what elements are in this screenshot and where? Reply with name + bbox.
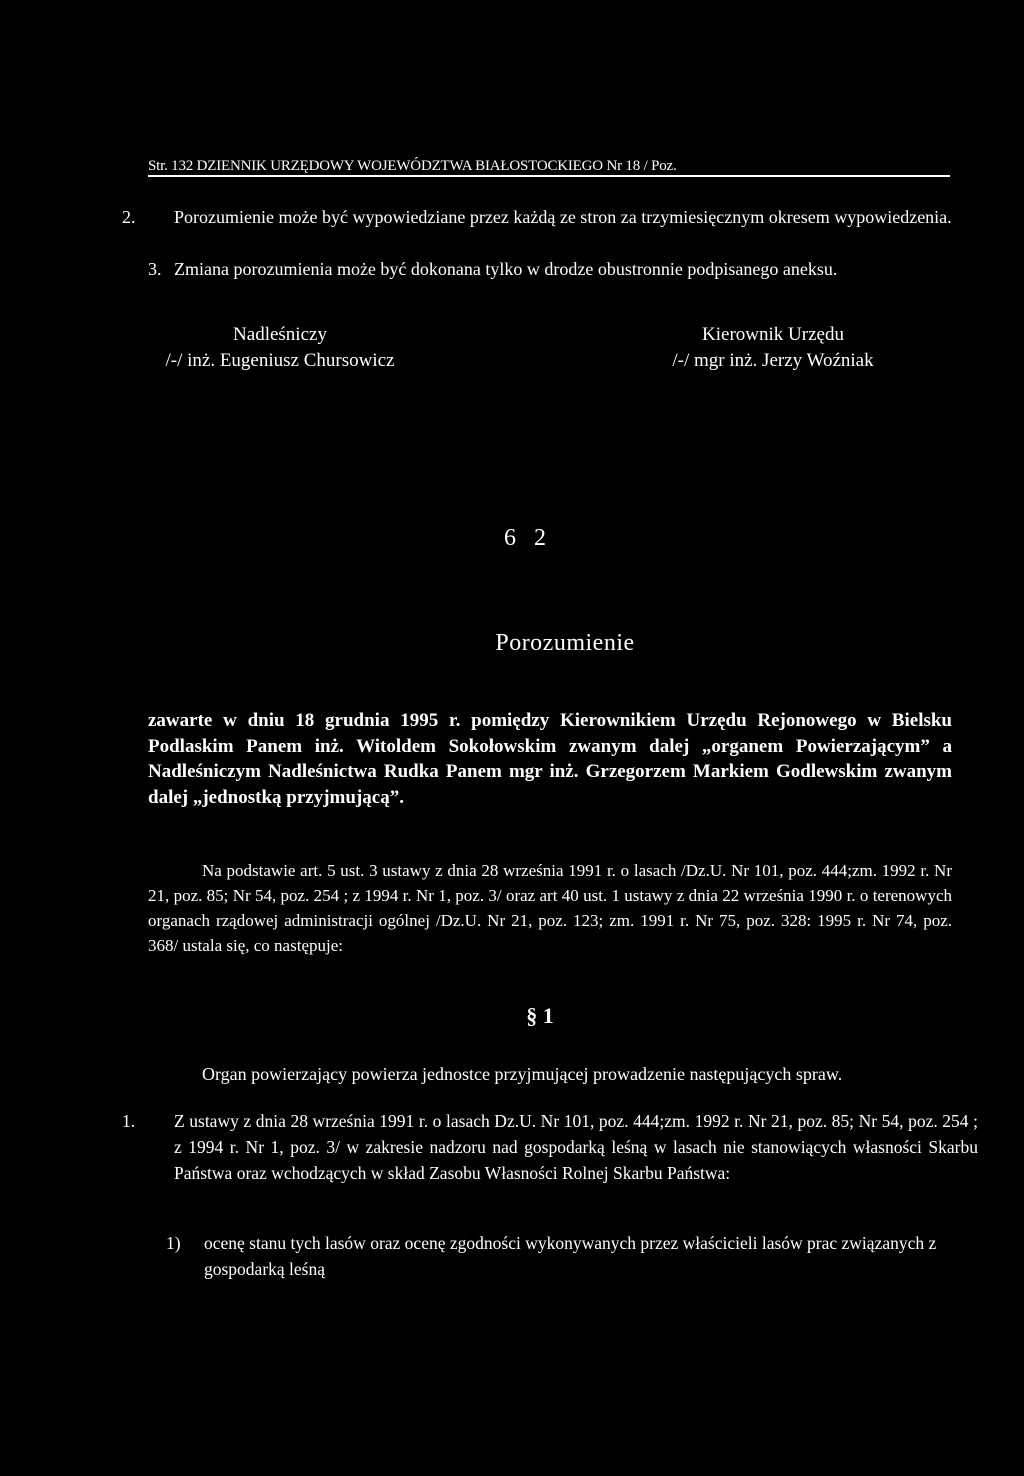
sub-item-1-number: 1) [166, 1233, 181, 1253]
document-title: Porozumienie [495, 630, 635, 656]
document-number: 6 2 [504, 525, 552, 551]
section-1-heading: § 1 [526, 1003, 554, 1028]
item-1-number: 1. [122, 1111, 136, 1131]
signature-right-title: Kierownik Urzędu [702, 324, 844, 345]
signature-right-name: /-/ mgr inż. Jerzy Woźniak [672, 350, 874, 371]
point-3-text: Zmiana porozumienia może być dokonana tylko w drodze obustronnie podpisanego aneksu. [174, 259, 838, 279]
running-header: Str. 132 DZIENNIK URZĘDOWY WOJEWÓDZTWA BIAŁOSTOCKIEGO Nr 18 / Poz. [148, 158, 677, 174]
point-3 [148, 256, 948, 282]
sub-item-1-text: ocenę stanu tych lasów oraz ocenę zgodności wykonywanych przez właścicieli lasów prac związanych z gospodarką leśną [204, 1233, 937, 1279]
point-3-number: 3. [148, 259, 162, 279]
point-2-text: Porozumienie może być wypowiedziane przez każdą ze stron za trzymiesięcznym okresem wypowiedzenia. [174, 207, 952, 227]
signature-right [608, 322, 938, 374]
agreement-intro: zawarte w dniu 18 grudnia 1995 r. pomiędzy Kierownikiem Urzędu Rejonowego w Bielsku Podlaskim Panem inż. Witoldem Sokołowskim zwanym dalej „organem Powierzającym” a Nadleśniczym Nadleśnictwa Rudka Panem mgr inż. Grzegorzem Markiem Godlewskim zwanym dalej „jednostką przyjmującą”. [148, 710, 952, 808]
point-2-number: 2. [122, 207, 136, 227]
item-1-text: Z ustawy z dnia 28 września 1991 r. o lasach Dz.U. Nr 101, poz. 444;zm. 1992 r. Nr 21, poz. 85; Nr 54, poz. 254 ; z 1994 r. Nr 1, poz. 3/ w zakresie nadzoru nad gospodarką leśną w lasach nie stanowiących własności Skarbu Państwa oraz wchodzących w skład Zasobu Własności Rolnej Skarbu Państwa: [174, 1111, 978, 1183]
header-divider [148, 175, 950, 177]
signature-left-title: Nadleśniczy [233, 324, 327, 345]
item-1 [122, 1108, 978, 1186]
signature-left-name: /-/ inż. Eugeniusz Chursowicz [165, 350, 395, 371]
organ-statement: Organ powierzający powierza jednostce przyjmującej prowadzenie następujących spraw. [202, 1064, 843, 1084]
legal-basis: Na podstawie art. 5 ust. 3 ustawy z dnia 28 września 1991 r. o lasach /Dz.U. Nr 101, poz. 444;zm. 1992 r. Nr 21, poz. 85; Nr 54, poz. 254 ; z 1994 r. Nr 1, poz. 3/ oraz art 40 ust. 1 ustawy z dnia 22 września 1990 r. o terenowych organach rządowej administracji ogólnej /Dz.U. Nr 21, poz. 123; zm. 1991 r. Nr 75, poz. 328: 1995 r. Nr 74, poz. 368/ ustala się, co następuje: [148, 861, 952, 955]
signature-left [150, 322, 410, 374]
point-2 [122, 204, 974, 230]
